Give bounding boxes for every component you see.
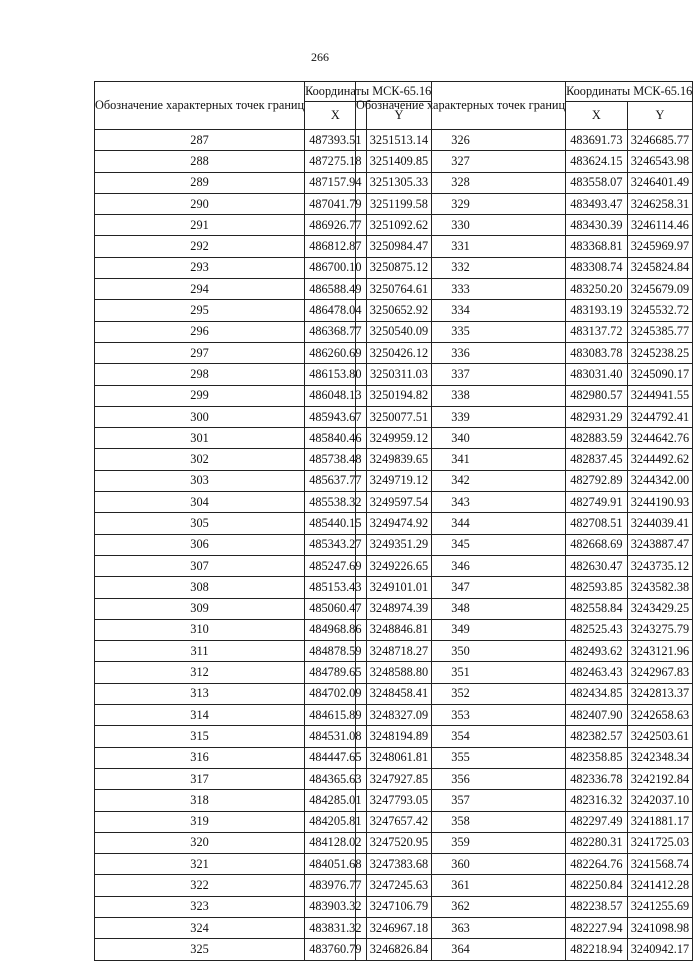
table-row xyxy=(356,406,693,427)
table-row xyxy=(356,619,693,640)
point-id-cell: 341 xyxy=(356,449,566,470)
y-coordinate-cell: 3241255.69 xyxy=(627,896,693,917)
y-coordinate-cell: 3243121.96 xyxy=(627,641,693,662)
y-coordinate-cell: 3244190.93 xyxy=(627,492,693,513)
x-coordinate-cell: 482280.31 xyxy=(566,832,628,853)
point-id-cell: 337 xyxy=(356,364,566,385)
x-coordinate-cell: 485738.48 xyxy=(305,449,367,470)
y-coordinate-cell: 3248194.89 xyxy=(366,726,432,747)
point-id-cell: 328 xyxy=(356,172,566,193)
y-coordinate-cell: 3246258.31 xyxy=(627,193,693,214)
table-row xyxy=(356,683,693,704)
y-coordinate-cell: 3251409.85 xyxy=(366,151,432,172)
y-coordinate-cell: 3245824.84 xyxy=(627,257,693,278)
x-coordinate-cell: 485343.27 xyxy=(305,534,367,555)
x-coordinate-cell: 484285.01 xyxy=(305,790,367,811)
point-id-cell: 327 xyxy=(356,151,566,172)
header-y: Y xyxy=(627,102,693,130)
x-coordinate-cell: 484205.81 xyxy=(305,811,367,832)
x-coordinate-cell: 482382.57 xyxy=(566,726,628,747)
point-id-cell: 316 xyxy=(95,747,305,768)
y-coordinate-cell: 3246826.84 xyxy=(366,939,432,960)
header-coords-system: Координаты МСК-65.16 xyxy=(305,82,432,102)
x-coordinate-cell: 483831.32 xyxy=(305,917,367,938)
y-coordinate-cell: 3241098.98 xyxy=(627,917,693,938)
y-coordinate-cell: 3249597.54 xyxy=(366,492,432,513)
point-id-cell: 307 xyxy=(95,555,305,576)
page-number: 266 xyxy=(311,50,329,64)
y-coordinate-cell: 3244792.41 xyxy=(627,406,693,427)
table-row xyxy=(356,917,693,938)
x-coordinate-cell: 482525.43 xyxy=(566,619,628,640)
x-coordinate-cell: 482264.76 xyxy=(566,854,628,875)
table-row xyxy=(356,342,693,363)
point-id-cell: 360 xyxy=(356,854,566,875)
x-coordinate-cell: 482336.78 xyxy=(566,768,628,789)
x-coordinate-cell: 485637.77 xyxy=(305,470,367,491)
table-row xyxy=(356,790,693,811)
x-coordinate-cell: 482749.91 xyxy=(566,492,628,513)
point-id-cell: 362 xyxy=(356,896,566,917)
table-row xyxy=(356,513,693,534)
y-coordinate-cell: 3247927.85 xyxy=(366,768,432,789)
table-row xyxy=(356,896,693,917)
x-coordinate-cell: 482493.62 xyxy=(566,641,628,662)
x-coordinate-cell: 483250.20 xyxy=(566,279,628,300)
y-coordinate-cell: 3248846.81 xyxy=(366,619,432,640)
point-id-cell: 331 xyxy=(356,236,566,257)
point-id-cell: 321 xyxy=(95,854,305,875)
x-coordinate-cell: 482837.45 xyxy=(566,449,628,470)
table-row xyxy=(356,428,693,449)
x-coordinate-cell: 482463.43 xyxy=(566,662,628,683)
point-id-cell: 330 xyxy=(356,215,566,236)
x-coordinate-cell: 486478.04 xyxy=(305,300,367,321)
point-id-cell: 361 xyxy=(356,875,566,896)
x-coordinate-cell: 483083.78 xyxy=(566,342,628,363)
x-coordinate-cell: 483558.07 xyxy=(566,172,628,193)
y-coordinate-cell: 3242037.10 xyxy=(627,790,693,811)
x-coordinate-cell: 482883.59 xyxy=(566,428,628,449)
table-row xyxy=(356,598,693,619)
table-row xyxy=(356,364,693,385)
x-coordinate-cell: 482708.51 xyxy=(566,513,628,534)
y-coordinate-cell: 3241725.03 xyxy=(627,832,693,853)
y-coordinate-cell: 3244642.76 xyxy=(627,428,693,449)
point-id-cell: 354 xyxy=(356,726,566,747)
point-id-cell: 319 xyxy=(95,811,305,832)
x-coordinate-cell: 484531.08 xyxy=(305,726,367,747)
y-coordinate-cell: 3249959.12 xyxy=(366,428,432,449)
x-coordinate-cell: 483308.74 xyxy=(566,257,628,278)
x-coordinate-cell: 484878.59 xyxy=(305,641,367,662)
y-coordinate-cell: 3246543.98 xyxy=(627,151,693,172)
table-row xyxy=(356,555,693,576)
point-id-cell: 296 xyxy=(95,321,305,342)
table-row xyxy=(356,705,693,726)
y-coordinate-cell: 3247383.68 xyxy=(366,854,432,875)
x-coordinate-cell: 483193.19 xyxy=(566,300,628,321)
x-coordinate-cell: 483691.73 xyxy=(566,130,628,151)
y-coordinate-cell: 3244342.00 xyxy=(627,470,693,491)
point-id-cell: 350 xyxy=(356,641,566,662)
x-coordinate-cell: 483976.77 xyxy=(305,875,367,896)
point-id-cell: 292 xyxy=(95,236,305,257)
y-coordinate-cell: 3250764.61 xyxy=(366,279,432,300)
point-id-cell: 294 xyxy=(95,279,305,300)
table-row xyxy=(356,215,693,236)
point-id-cell: 346 xyxy=(356,555,566,576)
x-coordinate-cell: 485247.69 xyxy=(305,555,367,576)
point-id-cell: 312 xyxy=(95,662,305,683)
point-id-cell: 344 xyxy=(356,513,566,534)
x-coordinate-cell: 487275.18 xyxy=(305,151,367,172)
point-id-cell: 345 xyxy=(356,534,566,555)
x-coordinate-cell: 485153.43 xyxy=(305,577,367,598)
x-coordinate-cell: 487393.51 xyxy=(305,130,367,151)
table-row xyxy=(356,321,693,342)
table-row xyxy=(356,534,693,555)
table-row xyxy=(356,172,693,193)
x-coordinate-cell: 482593.85 xyxy=(566,577,628,598)
point-id-cell: 364 xyxy=(356,939,566,960)
point-id-cell: 300 xyxy=(95,406,305,427)
point-id-cell: 303 xyxy=(95,470,305,491)
point-id-cell: 355 xyxy=(356,747,566,768)
y-coordinate-cell: 3241412.28 xyxy=(627,875,693,896)
table-row xyxy=(356,641,693,662)
table-row xyxy=(356,811,693,832)
y-coordinate-cell: 3249101.01 xyxy=(366,577,432,598)
y-coordinate-cell: 3242503.61 xyxy=(627,726,693,747)
point-id-cell: 320 xyxy=(95,832,305,853)
table-row xyxy=(356,279,693,300)
table-body-right xyxy=(356,130,693,961)
x-coordinate-cell: 486926.77 xyxy=(305,215,367,236)
point-id-cell: 357 xyxy=(356,790,566,811)
point-id-cell: 314 xyxy=(95,705,305,726)
x-coordinate-cell: 483430.39 xyxy=(566,215,628,236)
point-id-cell: 293 xyxy=(95,257,305,278)
point-id-cell: 311 xyxy=(95,641,305,662)
y-coordinate-cell: 3243887.47 xyxy=(627,534,693,555)
point-id-cell: 290 xyxy=(95,193,305,214)
x-coordinate-cell: 482250.84 xyxy=(566,875,628,896)
x-coordinate-cell: 482630.47 xyxy=(566,555,628,576)
point-id-cell: 318 xyxy=(95,790,305,811)
table-row xyxy=(356,939,693,960)
header-point-designation: Обозначение характерных точек границ xyxy=(356,82,566,130)
y-coordinate-cell: 3247106.79 xyxy=(366,896,432,917)
x-coordinate-cell: 486700.10 xyxy=(305,257,367,278)
point-id-cell: 322 xyxy=(95,875,305,896)
point-id-cell: 338 xyxy=(356,385,566,406)
point-id-cell: 298 xyxy=(95,364,305,385)
point-id-cell: 304 xyxy=(95,492,305,513)
point-id-cell: 363 xyxy=(356,917,566,938)
x-coordinate-cell: 483493.47 xyxy=(566,193,628,214)
y-coordinate-cell: 3245969.97 xyxy=(627,236,693,257)
point-id-cell: 289 xyxy=(95,172,305,193)
x-coordinate-cell: 482218.94 xyxy=(566,939,628,960)
x-coordinate-cell: 485538.32 xyxy=(305,492,367,513)
y-coordinate-cell: 3243735.12 xyxy=(627,555,693,576)
point-id-cell: 329 xyxy=(356,193,566,214)
table-row xyxy=(356,236,693,257)
point-id-cell: 339 xyxy=(356,406,566,427)
x-coordinate-cell: 483368.81 xyxy=(566,236,628,257)
point-id-cell: 343 xyxy=(356,492,566,513)
y-coordinate-cell: 3250426.12 xyxy=(366,342,432,363)
point-id-cell: 306 xyxy=(95,534,305,555)
table-row xyxy=(356,300,693,321)
x-coordinate-cell: 486260.69 xyxy=(305,342,367,363)
point-id-cell: 333 xyxy=(356,279,566,300)
y-coordinate-cell: 3242967.83 xyxy=(627,662,693,683)
point-id-cell: 336 xyxy=(356,342,566,363)
x-coordinate-cell: 486368.77 xyxy=(305,321,367,342)
x-coordinate-cell: 486588.49 xyxy=(305,279,367,300)
point-id-cell: 317 xyxy=(95,768,305,789)
point-id-cell: 301 xyxy=(95,428,305,449)
header-x: X xyxy=(305,102,367,130)
point-id-cell: 325 xyxy=(95,939,305,960)
y-coordinate-cell: 3243582.38 xyxy=(627,577,693,598)
y-coordinate-cell: 3249474.92 xyxy=(366,513,432,534)
point-id-cell: 352 xyxy=(356,683,566,704)
y-coordinate-cell: 3243275.79 xyxy=(627,619,693,640)
y-coordinate-cell: 3250875.12 xyxy=(366,257,432,278)
table-row xyxy=(356,151,693,172)
point-id-cell: 288 xyxy=(95,151,305,172)
header-point-designation: Обозначение характерных точек границ xyxy=(95,82,305,130)
y-coordinate-cell: 3251092.62 xyxy=(366,215,432,236)
y-coordinate-cell: 3250652.92 xyxy=(366,300,432,321)
point-id-cell: 291 xyxy=(95,215,305,236)
point-id-cell: 302 xyxy=(95,449,305,470)
table-row xyxy=(356,385,693,406)
y-coordinate-cell: 3245238.25 xyxy=(627,342,693,363)
y-coordinate-cell: 3247245.63 xyxy=(366,875,432,896)
x-coordinate-cell: 485060.47 xyxy=(305,598,367,619)
point-id-cell: 356 xyxy=(356,768,566,789)
point-id-cell: 349 xyxy=(356,619,566,640)
y-coordinate-cell: 3250077.51 xyxy=(366,406,432,427)
x-coordinate-cell: 483760.79 xyxy=(305,939,367,960)
point-id-cell: 299 xyxy=(95,385,305,406)
y-coordinate-cell: 3245532.72 xyxy=(627,300,693,321)
point-id-cell: 309 xyxy=(95,598,305,619)
point-id-cell: 310 xyxy=(95,619,305,640)
y-coordinate-cell: 3241881.17 xyxy=(627,811,693,832)
table-row xyxy=(356,257,693,278)
x-coordinate-cell: 482238.57 xyxy=(566,896,628,917)
x-coordinate-cell: 487041.79 xyxy=(305,193,367,214)
y-coordinate-cell: 3244941.55 xyxy=(627,385,693,406)
point-id-cell: 295 xyxy=(95,300,305,321)
y-coordinate-cell: 3250540.09 xyxy=(366,321,432,342)
y-coordinate-cell: 3247520.95 xyxy=(366,832,432,853)
point-id-cell: 315 xyxy=(95,726,305,747)
x-coordinate-cell: 483903.32 xyxy=(305,896,367,917)
y-coordinate-cell: 3244492.62 xyxy=(627,449,693,470)
y-coordinate-cell: 3250194.82 xyxy=(366,385,432,406)
table-row xyxy=(356,130,693,151)
y-coordinate-cell: 3242348.34 xyxy=(627,747,693,768)
y-coordinate-cell: 3246401.49 xyxy=(627,172,693,193)
y-coordinate-cell: 3247657.42 xyxy=(366,811,432,832)
point-id-cell: 347 xyxy=(356,577,566,598)
point-id-cell: 342 xyxy=(356,470,566,491)
table-row xyxy=(356,747,693,768)
x-coordinate-cell: 487157.94 xyxy=(305,172,367,193)
table-row xyxy=(356,470,693,491)
point-id-cell: 313 xyxy=(95,683,305,704)
point-id-cell: 332 xyxy=(356,257,566,278)
y-coordinate-cell: 3248327.09 xyxy=(366,705,432,726)
x-coordinate-cell: 482358.85 xyxy=(566,747,628,768)
x-coordinate-cell: 482792.89 xyxy=(566,470,628,491)
point-id-cell: 324 xyxy=(95,917,305,938)
header-y: Y xyxy=(366,102,432,130)
x-coordinate-cell: 482980.57 xyxy=(566,385,628,406)
point-id-cell: 297 xyxy=(95,342,305,363)
point-id-cell: 359 xyxy=(356,832,566,853)
y-coordinate-cell: 3249351.29 xyxy=(366,534,432,555)
point-id-cell: 308 xyxy=(95,577,305,598)
x-coordinate-cell: 485943.67 xyxy=(305,406,367,427)
x-coordinate-cell: 483031.40 xyxy=(566,364,628,385)
table-row xyxy=(356,875,693,896)
x-coordinate-cell: 484051.68 xyxy=(305,854,367,875)
x-coordinate-cell: 484615.89 xyxy=(305,705,367,726)
x-coordinate-cell: 484789.65 xyxy=(305,662,367,683)
y-coordinate-cell: 3247793.05 xyxy=(366,790,432,811)
y-coordinate-cell: 3251513.14 xyxy=(366,130,432,151)
coordinates-table-right xyxy=(355,81,693,961)
y-coordinate-cell: 3251305.33 xyxy=(366,172,432,193)
y-coordinate-cell: 3248718.27 xyxy=(366,641,432,662)
y-coordinate-cell: 3245090.17 xyxy=(627,364,693,385)
point-id-cell: 348 xyxy=(356,598,566,619)
y-coordinate-cell: 3249839.65 xyxy=(366,449,432,470)
x-coordinate-cell: 482558.84 xyxy=(566,598,628,619)
table-row xyxy=(356,832,693,853)
x-coordinate-cell: 485840.46 xyxy=(305,428,367,449)
point-id-cell: 340 xyxy=(356,428,566,449)
x-coordinate-cell: 484702.09 xyxy=(305,683,367,704)
table-row xyxy=(356,193,693,214)
y-coordinate-cell: 3244039.41 xyxy=(627,513,693,534)
x-coordinate-cell: 482434.85 xyxy=(566,683,628,704)
y-coordinate-cell: 3245385.77 xyxy=(627,321,693,342)
y-coordinate-cell: 3246114.46 xyxy=(627,215,693,236)
table-row xyxy=(356,768,693,789)
y-coordinate-cell: 3242658.63 xyxy=(627,705,693,726)
x-coordinate-cell: 486153.80 xyxy=(305,364,367,385)
x-coordinate-cell: 484447.65 xyxy=(305,747,367,768)
point-id-cell: 351 xyxy=(356,662,566,683)
table-row xyxy=(356,449,693,470)
y-coordinate-cell: 3245679.09 xyxy=(627,279,693,300)
y-coordinate-cell: 3248458.41 xyxy=(366,683,432,704)
y-coordinate-cell: 3249226.65 xyxy=(366,555,432,576)
x-coordinate-cell: 482668.69 xyxy=(566,534,628,555)
point-id-cell: 287 xyxy=(95,130,305,151)
x-coordinate-cell: 482227.94 xyxy=(566,917,628,938)
y-coordinate-cell: 3240942.17 xyxy=(627,939,693,960)
table-row xyxy=(356,854,693,875)
point-id-cell: 305 xyxy=(95,513,305,534)
x-coordinate-cell: 482407.90 xyxy=(566,705,628,726)
x-coordinate-cell: 484128.02 xyxy=(305,832,367,853)
y-coordinate-cell: 3250984.47 xyxy=(366,236,432,257)
point-id-cell: 358 xyxy=(356,811,566,832)
x-coordinate-cell: 486812.87 xyxy=(305,236,367,257)
point-id-cell: 323 xyxy=(95,896,305,917)
x-coordinate-cell: 483624.15 xyxy=(566,151,628,172)
point-id-cell: 353 xyxy=(356,705,566,726)
point-id-cell: 335 xyxy=(356,321,566,342)
table-row xyxy=(356,726,693,747)
y-coordinate-cell: 3242192.84 xyxy=(627,768,693,789)
y-coordinate-cell: 3246685.77 xyxy=(627,130,693,151)
x-coordinate-cell: 482316.32 xyxy=(566,790,628,811)
x-coordinate-cell: 483137.72 xyxy=(566,321,628,342)
point-id-cell: 326 xyxy=(356,130,566,151)
y-coordinate-cell: 3251199.58 xyxy=(366,193,432,214)
y-coordinate-cell: 3248974.39 xyxy=(366,598,432,619)
y-coordinate-cell: 3241568.74 xyxy=(627,854,693,875)
table-row xyxy=(356,662,693,683)
y-coordinate-cell: 3250311.03 xyxy=(366,364,432,385)
x-coordinate-cell: 482297.49 xyxy=(566,811,628,832)
y-coordinate-cell: 3248588.80 xyxy=(366,662,432,683)
x-coordinate-cell: 486048.13 xyxy=(305,385,367,406)
x-coordinate-cell: 484968.86 xyxy=(305,619,367,640)
table-row xyxy=(356,577,693,598)
y-coordinate-cell: 3246967.18 xyxy=(366,917,432,938)
header-x: X xyxy=(566,102,628,130)
table-row xyxy=(356,492,693,513)
y-coordinate-cell: 3242813.37 xyxy=(627,683,693,704)
x-coordinate-cell: 484365.63 xyxy=(305,768,367,789)
header-coords-system: Координаты МСК-65.16 xyxy=(566,82,693,102)
y-coordinate-cell: 3249719.12 xyxy=(366,470,432,491)
x-coordinate-cell: 485440.15 xyxy=(305,513,367,534)
point-id-cell: 334 xyxy=(356,300,566,321)
y-coordinate-cell: 3248061.81 xyxy=(366,747,432,768)
y-coordinate-cell: 3243429.25 xyxy=(627,598,693,619)
x-coordinate-cell: 482931.29 xyxy=(566,406,628,427)
